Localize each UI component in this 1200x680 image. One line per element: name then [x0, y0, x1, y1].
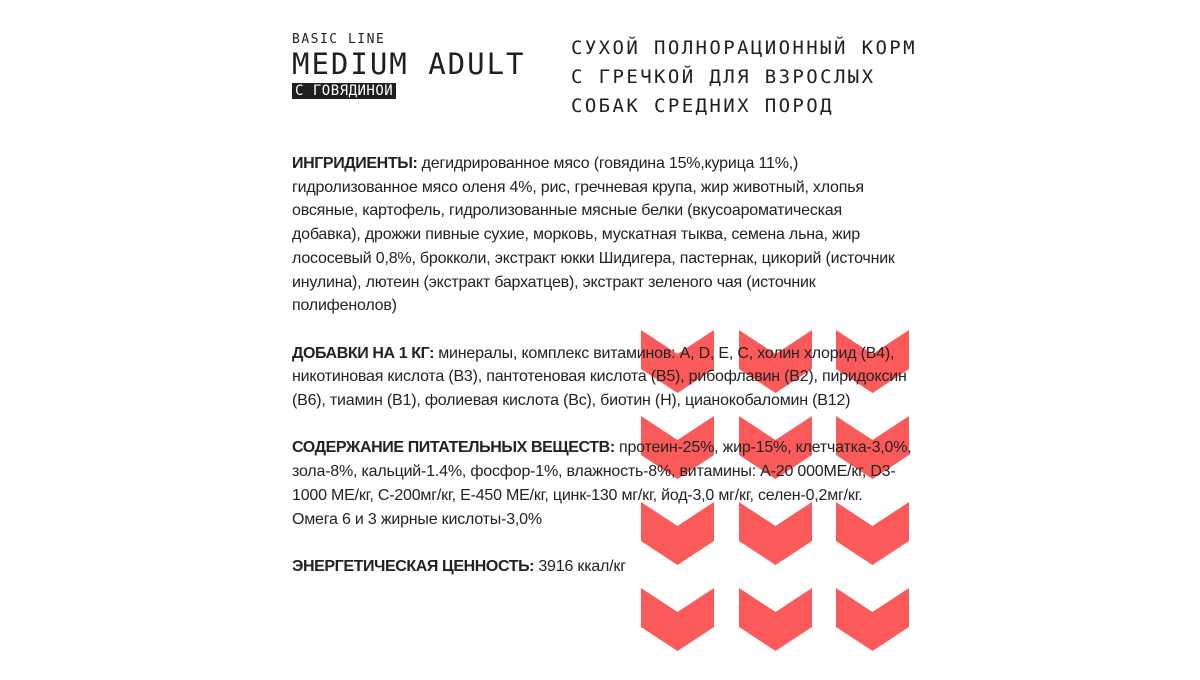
energy-section [292, 555, 912, 579]
nutrients-text: протеин-25%, жир-15%, клетчатка-3,0%, зола-8%, кальций-1.4%, фосфор-1%, влажность-8%, витамины: А-20 000МЕ/кг, D3-1000 МЕ/кг, С-200мг/кг, Е-450 МЕ/кг, цинк-130 мг/кг, йод-3,0 мг/кг, селен-0,2мг/кг. Омега 6 и 3 жирные кислоты-3,0% [292, 439, 912, 528]
ingredients-label: ИНГРИДИЕНТЫ: [292, 155, 418, 172]
nutrients-label: СОДЕРЖАНИЕ ПИТАТЕЛЬНЫХ ВЕЩЕСТВ: [292, 439, 615, 457]
energy-text: 3916 ккал/кг [534, 557, 626, 575]
additives-label: ДОБАВКИ НА 1 КГ: [292, 344, 435, 362]
energy-label: ЭНЕРГЕТИЧЕСКАЯ ЦЕННОСТЬ: [292, 557, 535, 575]
nutrients-section [292, 436, 912, 531]
additives-text: минералы, комплекс витаминов: A, D, E, C, холин хлорид (B4), никотиновая кислота (B3), пантотеновая кислота (B5), рибофлавин (B2), пиридоксин (B6), тиамин (B1), фолиевая кислота (Bc), биотин (H), цианокобаломин (B12) [292, 344, 907, 410]
product-name: MEDIUM ADULT [292, 47, 526, 81]
flavor-badge: С ГОВЯДИНОЙ [292, 83, 396, 99]
composition-text [292, 152, 912, 602]
brand-block [292, 32, 526, 99]
ingredients-section [292, 152, 912, 318]
brand-line: BASIC LINE [292, 32, 386, 47]
product-tagline: СУХОЙ ПОЛНОРАЦИОННЫЙ КОРМ С ГРЕЧКОЙ ДЛЯ ВЗРОСЛЫХ СОБАК СРЕДНИХ ПОРОД [571, 37, 917, 117]
ingredients-text: дегидрированное мясо (говядина 15%,курица 11%,) гидролизованное мясо оленя 4%, рис, гречневая крупа, жир животный, хлопья овсяные, картофель, гидролизованные мясные белки (вкусоароматическая добавка), дрожжи пивные сухие, морковь, мускатная тыква, семена льна, жир лососевый 0,8%, брокколи, экстракт юкки Шидигера, пастернак, цикорий (источник инулина), лютеин (экстракт бархатцев), экстракт зеленого чая (источник полифенолов) [292, 155, 895, 315]
additives-section [292, 342, 912, 413]
